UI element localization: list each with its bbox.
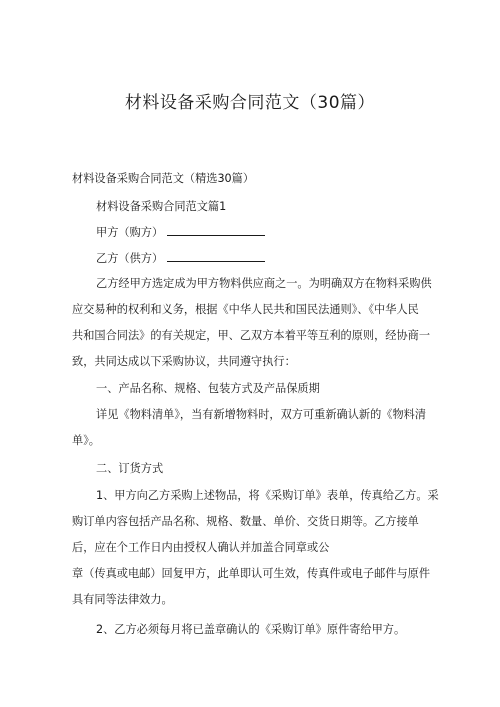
intro-line: 应交易种的权利和义务，根据《中华人民共和国民法通则》、《中华人民 [72, 303, 419, 316]
intro-line: 乙方经甲方选定成为甲方物料供应商之一。为明确双方在物料采购供 [96, 277, 432, 290]
clause2-item1-line: 章（传真或电邮）回复甲方，此单即认可生效，传真件或电子邮件与原件 [72, 567, 431, 580]
clause2-item1-line: 1、甲方向乙方采购上述物品，将《采购订单》表单，传真给乙方。采 [96, 489, 439, 502]
clause2-heading: 二、订货方式 [96, 462, 164, 475]
party-a-blank [167, 225, 265, 236]
clause1-line: 单》。 [72, 434, 100, 447]
intro-line: 共和国合同法》的有关规定，甲、乙双方本着平等互利的原则，经协商一 [72, 329, 431, 342]
intro-line: 致，共同达成以下采购协议，共同遵守执行： [72, 355, 296, 368]
party-b-blank [167, 251, 265, 262]
section-heading: 材料设备采购合同范文篇1 [96, 200, 227, 213]
document-subtitle: 材料设备采购合同范文（精选30篇） [72, 172, 255, 185]
party-b-line [96, 251, 434, 267]
document-title: 材料设备采购合同范文（30篇） [124, 93, 376, 113]
party-a-label: 甲方（购方） [96, 226, 164, 239]
party-b-label: 乙方（供方） [96, 252, 164, 265]
clause1-line: 详见《物料清单》，当有新增物料时，双方可重新确认新的《物料清 [96, 408, 427, 421]
party-a-line [96, 225, 434, 241]
clause1-heading: 一、产品名称、规格、包装方式及产品保质期 [96, 382, 320, 395]
clause2-item1-line: 具有同等法律效力。 [72, 593, 173, 606]
clause2-item1-line: 后，应在个工作日内由授权人确认并加盖合同章或公 [72, 541, 330, 554]
clause2-item2: 2、乙方必须每月将已盖章确认的《采购订单》原件寄给甲方。 [96, 623, 406, 636]
clause2-item1-line: 购订单内容包括产品名称、规格、数量、单价、交货日期等。乙方接单 [72, 515, 419, 528]
